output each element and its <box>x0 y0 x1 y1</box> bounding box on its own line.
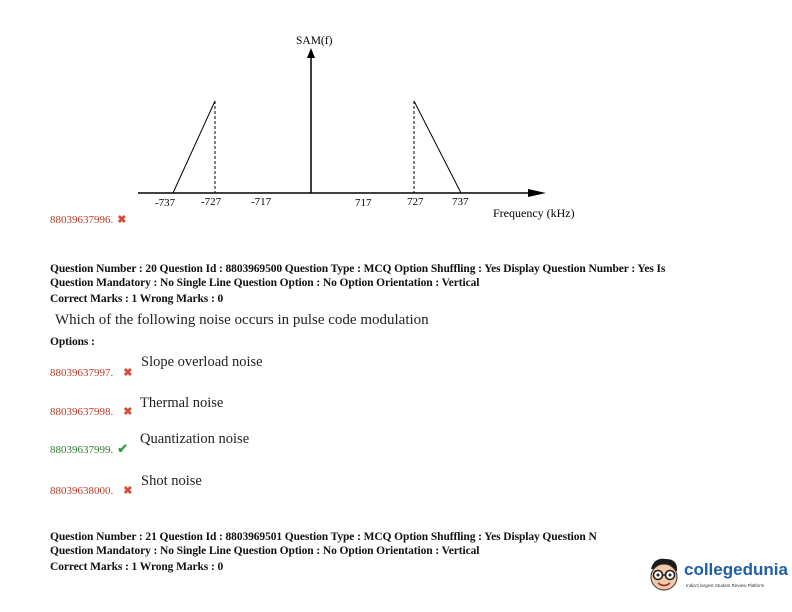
option-id: 88039637996. <box>50 214 114 226</box>
spectrum-diagram <box>0 0 792 230</box>
option-row[interactable] <box>50 440 128 458</box>
cross-icon: ✖ <box>123 367 133 379</box>
question-header-line2: Question Mandatory : No Single Line Question Option : No Option Orientation : Vertical <box>50 545 480 557</box>
x-axis-label: Frequency (kHz) <box>493 206 575 220</box>
check-icon: ✔ <box>117 441 129 456</box>
brand-name: collegedunia <box>684 560 788 579</box>
option-id: 88039638000. <box>50 485 114 497</box>
options-label: Options : <box>50 336 95 348</box>
tick-label: -737 <box>155 197 176 209</box>
brand-tagline: India's largest Student Review Platform <box>686 583 765 588</box>
option-id: 88039637999. <box>50 444 114 456</box>
y-axis-label: SAM(f) <box>296 35 333 47</box>
cross-icon: ✖ <box>123 485 133 497</box>
cross-icon: ✖ <box>117 214 127 226</box>
tick-label: -717 <box>251 196 272 208</box>
question-header: Question Number : 21 Question Id : 8803969501 Question Type : MCQ Option Shuffling : Yes Display Question N <box>50 531 597 543</box>
question-marks: Correct Marks : 1 Wrong Marks : 0 <box>50 561 224 573</box>
tick-label: 727 <box>407 196 424 208</box>
option-text[interactable]: Slope overload noise <box>141 354 263 370</box>
tick-label: 717 <box>355 197 372 209</box>
cross-icon: ✖ <box>123 406 133 418</box>
option-row[interactable] <box>50 402 132 420</box>
option-id: 88039637997. <box>50 367 114 379</box>
tick-label: 737 <box>452 196 469 208</box>
mascot-icon <box>646 555 682 595</box>
option-row[interactable] <box>50 481 132 499</box>
tick-label: -727 <box>201 196 222 208</box>
option-row[interactable] <box>50 363 132 381</box>
collegedunia-logo[interactable] <box>646 555 786 601</box>
prev-option-row <box>50 210 126 228</box>
question-header: Question Number : 20 Question Id : 8803969500 Question Type : MCQ Option Shuffling : Yes Display Question Number : Yes Is <box>50 263 666 275</box>
option-text[interactable]: Thermal noise <box>140 395 224 411</box>
option-text[interactable]: Shot noise <box>141 473 202 489</box>
option-text[interactable]: Quantization noise <box>140 431 250 447</box>
question-header-line2: Question Mandatory : No Single Line Question Option : No Option Orientation : Vertical <box>50 277 480 289</box>
option-id: 88039637998. <box>50 406 114 418</box>
question-marks: Correct Marks : 1 Wrong Marks : 0 <box>50 293 224 305</box>
question-text: Which of the following noise occurs in pulse code modulation <box>55 312 429 328</box>
